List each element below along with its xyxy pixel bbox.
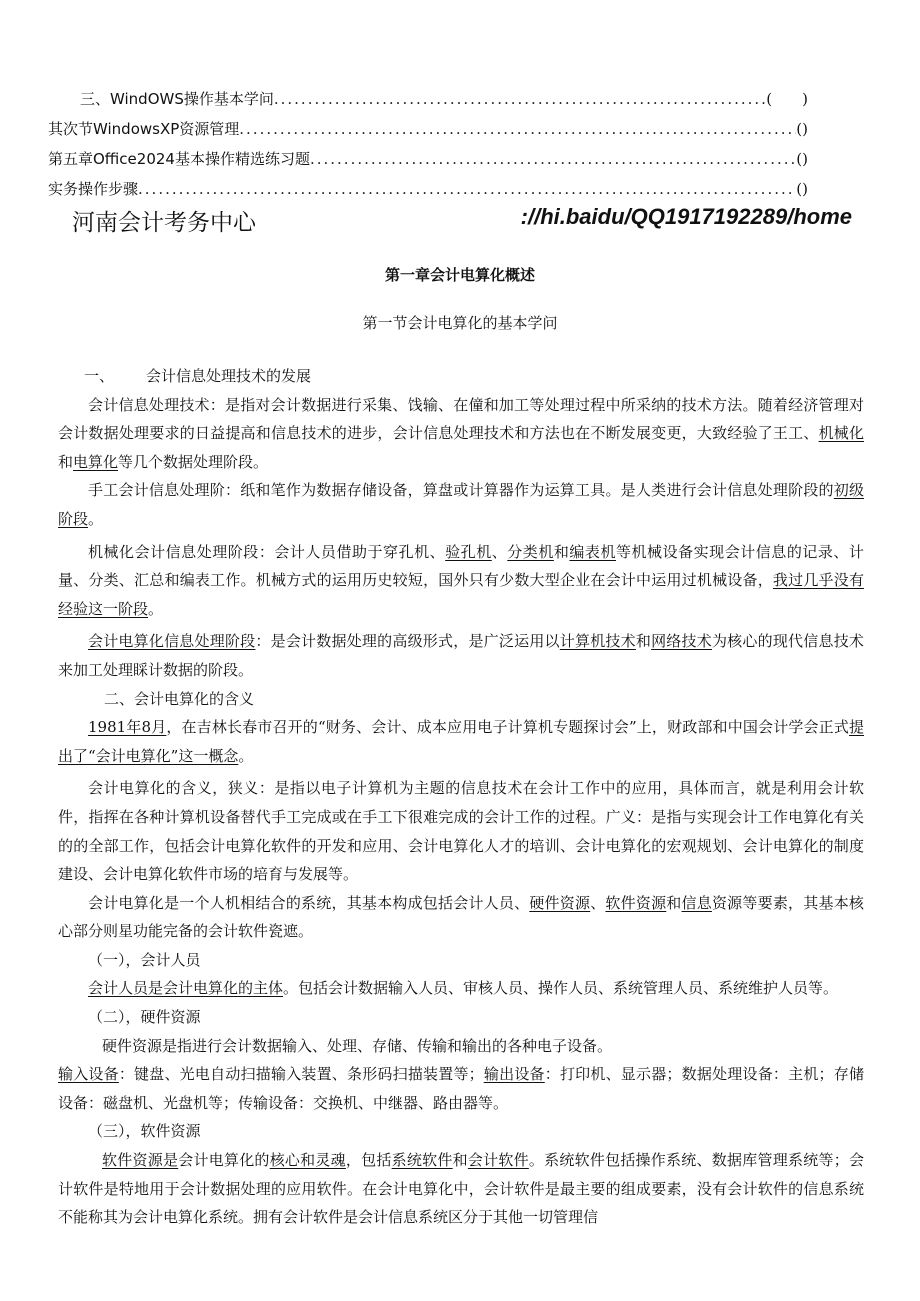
- text-run: 。包括会计数据输入人员、审核人员、操作人员、系统管理人员、系统维护人员等。: [283, 979, 839, 998]
- text-run: 。系统软件包括操作系统、数据库管理系统等；会计软件是特地用于会计数据处理的应用软件。在会计电算化中，会计软件是最主要的组成要素，没有会计软件的信息系统不能称其为会计电算化系统。拥有会计软件是会计信息系统区分于其他一切管理信: [58, 1151, 864, 1227]
- paragraph: [58, 974, 864, 1003]
- text-run: ：打印机、显示器；数据处理设备：主机；存储设备：磁盘机、光盘机等；传输设备：交换机、中继器、路由器等。: [58, 1065, 864, 1112]
- underlined-term: 输出设备: [483, 1065, 545, 1084]
- text-run: ：是会计数据处理的高级形式，是广泛运用以: [255, 632, 560, 651]
- organization-name: 河南会计考务中心: [72, 210, 256, 236]
- underlined-term: 硬件资源: [529, 893, 591, 912]
- text-run: 。: [148, 599, 164, 618]
- document-body: [58, 362, 864, 1232]
- paragraph: [58, 538, 864, 624]
- underlined-term: 信息: [681, 893, 712, 912]
- underlined-term: 核心和灵魂: [269, 1151, 346, 1170]
- underlined-term: 1981年8月: [88, 718, 167, 737]
- underlined-term: 初级阶段: [58, 481, 864, 528]
- toc-entry-title: 其次节WindowsXP资源管理: [48, 120, 240, 138]
- underlined-term: 计算机技术: [559, 632, 636, 651]
- paragraph: [58, 627, 864, 684]
- underlined-term: 我过几乎没有经验这一阶段: [58, 571, 864, 618]
- paragraph: 硬件资源是指进行会计数据输入、处理、存储、传输和输出的各种电子设备。: [102, 1036, 613, 1055]
- toc-entry[interactable]: [48, 114, 808, 144]
- text-run: 等几个数据处理阶段。: [118, 452, 269, 471]
- text-run: 和: [553, 542, 570, 561]
- toc-entry-page: (): [796, 150, 808, 168]
- text-run: 、: [590, 893, 606, 912]
- underlined-term: 会计软件: [467, 1151, 529, 1170]
- text-run: 和: [58, 452, 74, 471]
- toc-entry-page: (): [796, 120, 808, 138]
- text-run: 会计电算化的: [178, 1151, 270, 1170]
- text-run: 机械化会计信息处理阶段：会计人员借助于穿孔机、: [88, 542, 446, 561]
- section-title: 第一节会计电算化的基本学问: [362, 314, 558, 332]
- underlined-term: 软件资源: [605, 893, 667, 912]
- underlined-term: 机械化: [818, 424, 864, 443]
- toc-leader-dots: [138, 174, 796, 204]
- underlined-term: 系统软件: [391, 1151, 453, 1170]
- toc-entry-title: 三、WindOWS操作基本学问: [80, 90, 274, 108]
- text-run: 、: [491, 542, 508, 561]
- paragraph: [58, 1146, 864, 1232]
- chapter-title: 第一章会计电算化概述: [384, 266, 535, 284]
- subheading: （二），硬件资源: [88, 1008, 201, 1027]
- source-url[interactable]: ://hi.baidu/QQ1917192289/home: [520, 204, 852, 229]
- text-run: 和: [635, 632, 652, 651]
- document-header: [72, 204, 862, 240]
- toc-leader-dots: [274, 84, 766, 114]
- underlined-term: 会计电算化信息处理阶段: [88, 632, 256, 651]
- table-of-contents: [48, 84, 808, 204]
- paragraph: [58, 1060, 864, 1117]
- underlined-term: 软件资源是: [102, 1151, 179, 1170]
- toc-entry-title: 实务操作步骤: [48, 180, 139, 198]
- underlined-term: 网络技术: [651, 632, 712, 651]
- subheading: [58, 362, 864, 391]
- text-run: 会计信息处理技术：是指对会计数据进行采集、饯输、在僮和加工等处理过程中所采纳的技术方法。随着经济管理对会计数据处理要求的日益提高和信息技术的进步，会计信息处理技术和方法也在不断发展变更，大致经验了王工、: [58, 395, 864, 443]
- underlined-term: 会计人员是会计电算化的主体: [88, 979, 284, 998]
- text-run: 等机械设备实现会计信息的记录、计量、分类、汇总和编表工作。机械方式的运用历史较短，国外只有少数大型企业在会计中运用过机械设备，: [58, 542, 864, 590]
- subheading: （一），会计人员: [88, 950, 201, 969]
- text-run: 和: [666, 893, 682, 912]
- paragraph: [58, 391, 864, 477]
- underlined-term: 输入设备: [58, 1065, 119, 1084]
- underlined-term: 提出了“会计电算化”这一概念: [58, 718, 865, 765]
- text-run: 为核心的现代信息技术来加工处理睬计数据的阶段。: [58, 632, 864, 679]
- paragraph: 会计电算化的含义，狭义：是指以电子计算机为主题的信息技术在会计工作中的应用，具体而言，就是利用会计软件，指挥在各种计算机设备替代手工完成或在手工下很难完成的会计工作的过程。广义：是指与实现会计工作电算化有关的的全部工作，包括会计电算化软件的开发和应用、会计电算化人才的培训、会计电算化的宏观规划、会计电算化的制度建设、会计电算化软件市场的培育与发展等。: [58, 779, 864, 884]
- subheading: （三），软件资源: [88, 1122, 201, 1141]
- text-run: ：键盘、光电自动扫描输入装置、条形码扫描装置等；: [118, 1065, 484, 1084]
- toc-entry-page: ( ): [766, 90, 808, 108]
- paragraph: [58, 713, 864, 770]
- toc-entry[interactable]: [48, 84, 808, 114]
- underlined-term: 分类机: [507, 542, 554, 561]
- text-run: 资源等要素，其基本核心部分则星功能完备的会计软件瓷遮。: [58, 893, 864, 941]
- toc-entry-title: 第五章Office2024基本操作精选练习题: [48, 150, 310, 168]
- toc-entry-page: (): [796, 180, 808, 198]
- toc-leader-dots: [239, 114, 796, 144]
- text-run: 。: [238, 746, 254, 765]
- subheading-label: 会计信息处理技术的发展: [146, 367, 312, 385]
- paragraph: [58, 476, 864, 533]
- toc-entry[interactable]: [48, 174, 808, 204]
- underlined-term: 编表机: [569, 542, 616, 561]
- text-run: 手工会计信息处理阶：纸和笔作为数据存储设备，算盘或计算器作为运算工具。是人类进行会计信息处理阶段的: [88, 481, 834, 500]
- subheading: 二、会计电算化的含义: [104, 689, 255, 708]
- text-run: ，包括: [345, 1151, 392, 1170]
- toc-entry[interactable]: [48, 144, 808, 174]
- text-run: 和: [452, 1151, 468, 1170]
- text-run: 。: [88, 509, 104, 528]
- text-run: ，在吉林长春市召开的“财务、会计、成本应用电子计算机专题探讨会”上，财政部和中国会计学会正式: [166, 718, 849, 737]
- underlined-term: 电算化: [73, 452, 119, 471]
- subheading-number: 一、: [84, 367, 115, 385]
- toc-leader-dots: [310, 144, 796, 174]
- underlined-term: 验孔机: [445, 542, 492, 561]
- text-run: 会计电算化是一个人机相结合的系统，其基本构成包括会计人员、: [88, 893, 530, 912]
- paragraph: [58, 889, 864, 946]
